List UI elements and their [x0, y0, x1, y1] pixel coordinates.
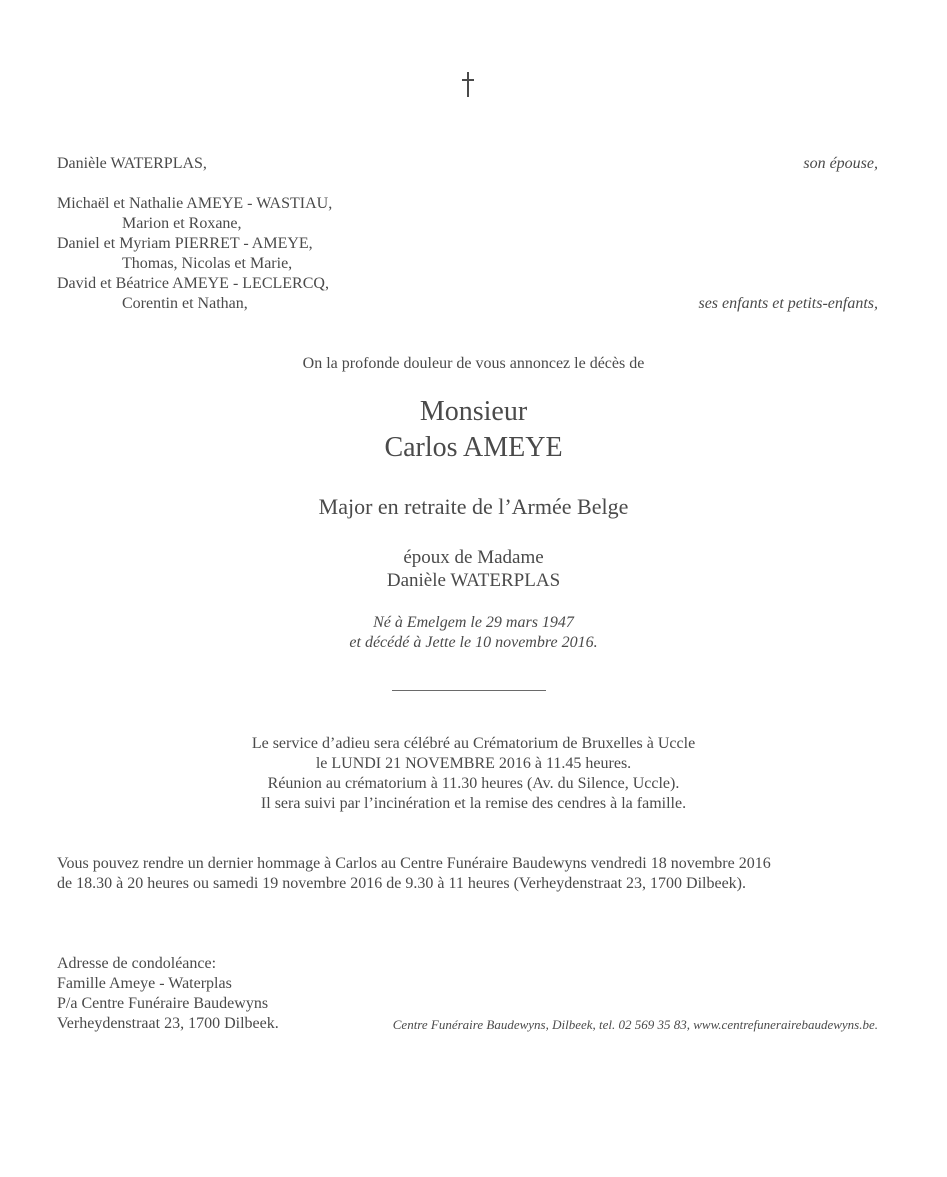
homage-line-2: de 18.30 à 20 heures ou samedi 19 novembre 2016 de 9.30 à 11 heures (Verheydenstraat 23, 1700 Dilbeek). — [57, 875, 746, 892]
child-family-3: David et Béatrice AMEYE - LECLERCQ, — [57, 275, 329, 292]
condolence-line-1: Famille Ameye - Waterplas — [57, 975, 232, 992]
funeral-home-credit: Centre Funéraire Baudewyns, Dilbeek, tel. 02 569 35 83, www.centrefunerairebaudewyns.be. — [392, 1017, 878, 1032]
homage-line-1: Vous pouvez rendre un dernier hommage à Carlos au Centre Funéraire Baudewyns vendredi 18 novembre 2016 — [57, 855, 771, 872]
spouse-name: Danièle WATERPLAS, — [57, 155, 207, 172]
service-line-1: Le service d’adieu sera célébré au Crématorium de Bruxelles à Uccle — [251, 735, 696, 752]
condolence-line-2: P/a Centre Funéraire Baudewyns — [57, 995, 269, 1012]
grandchildren-3: Corentin et Nathan, — [122, 295, 248, 312]
deceased-rank: Major en retraite de l’Armée Belge — [318, 494, 629, 519]
divider — [392, 690, 546, 691]
spouse-relation: son épouse, — [803, 155, 878, 172]
deceased-title: Monsieur — [419, 396, 528, 427]
service-line-4: Il sera suivi par l’incinération et la remise des cendres à la famille. — [260, 795, 687, 812]
cross-icon — [461, 72, 475, 98]
deceased-name: Carlos AMEYE — [384, 432, 563, 463]
birth-info: Né à Emelgem le 29 mars 1947 — [373, 614, 574, 631]
condolence-heading: Adresse de condoléance: — [57, 955, 217, 972]
spouse-line-2: Danièle WATERPLAS — [386, 570, 561, 591]
condolence-line-3: Verheydenstraat 23, 1700 Dilbeek. — [57, 1015, 279, 1032]
service-line-2: le LUNDI 21 NOVEMBRE 2016 à 11.45 heures. — [315, 755, 632, 772]
death-info: et décédé à Jette le 10 novembre 2016. — [349, 634, 598, 651]
grandchildren-1: Marion et Roxane, — [122, 215, 242, 232]
announcement-intro: On la profonde douleur de vous annoncez le décès de — [302, 355, 645, 372]
children-relation: ses enfants et petits-enfants, — [698, 295, 878, 312]
grandchildren-2: Thomas, Nicolas et Marie, — [122, 255, 293, 272]
child-family-2: Daniel et Myriam PIERRET - AMEYE, — [57, 235, 313, 252]
spouse-line-1: époux de Madame — [403, 547, 544, 568]
service-line-3: Réunion au crématorium à 11.30 heures (Av. du Silence, Uccle). — [267, 775, 680, 792]
child-family-1: Michaël et Nathalie AMEYE - WASTIAU, — [57, 195, 333, 212]
